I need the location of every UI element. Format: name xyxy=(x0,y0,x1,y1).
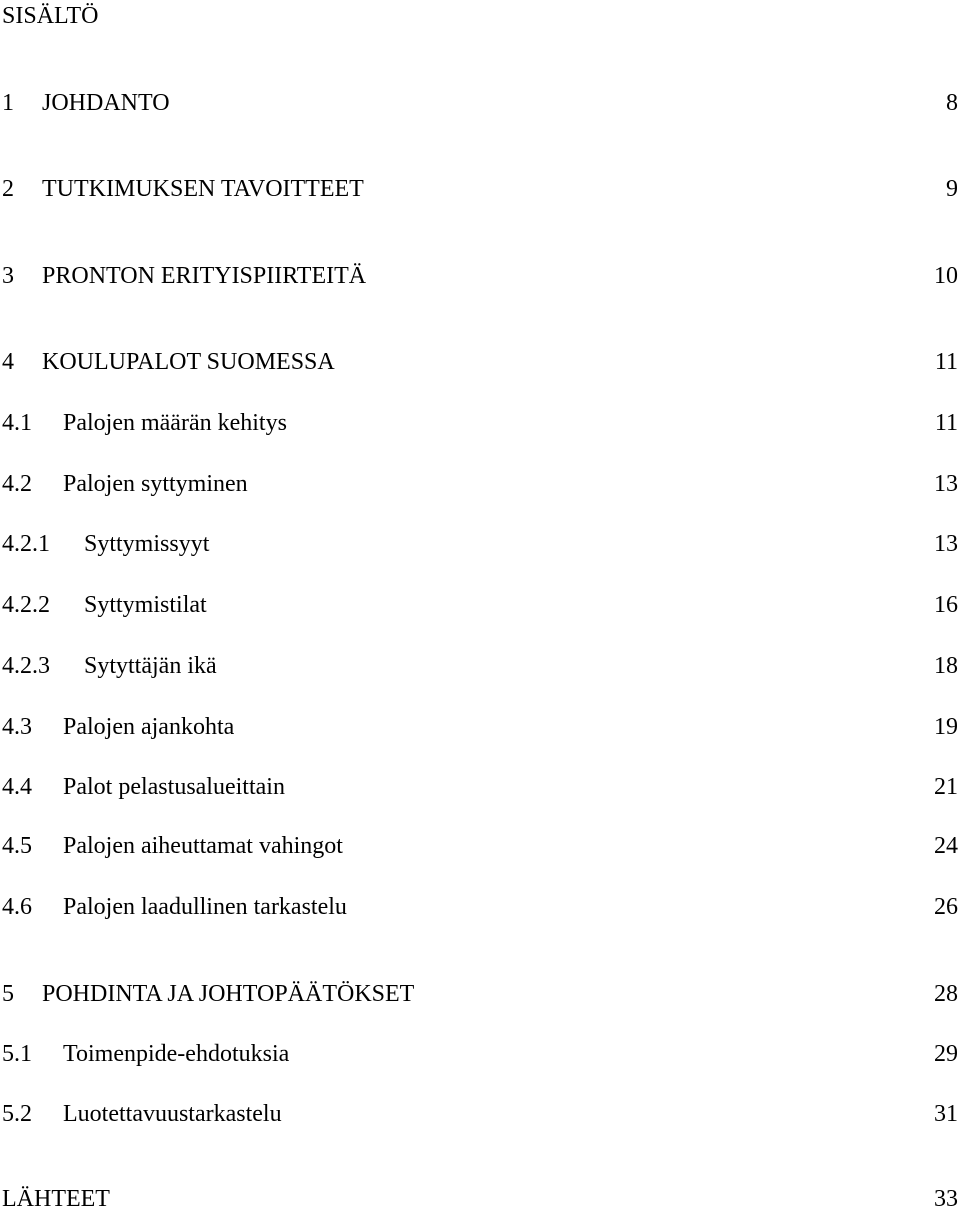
toc-entry-number: 4.3 xyxy=(2,714,32,740)
toc-entry-page: 11 xyxy=(934,410,958,436)
toc-entry-number: 4.1 xyxy=(2,410,32,436)
toc-entry-number: 2 xyxy=(2,176,14,202)
toc-entry-text: Syttymissyyt xyxy=(84,531,210,557)
toc-entry-page: 26 xyxy=(934,894,958,920)
toc-title: SISÄLTÖ xyxy=(2,3,99,29)
toc-entry-text: Palojen laadullinen tarkastelu xyxy=(63,894,347,920)
toc-entry-text: Palojen aiheuttamat vahingot xyxy=(63,833,343,859)
toc-entry-text: Toimenpide-ehdotuksia xyxy=(63,1041,290,1067)
toc-entry-text: Sytyttäjän ikä xyxy=(84,653,217,679)
toc-entry-text: Palojen syttyminen xyxy=(63,471,248,497)
toc-entry-number: 4.4 xyxy=(2,774,32,800)
toc-entry-page: 13 xyxy=(934,531,958,557)
toc-entry-4-2-1[interactable] xyxy=(0,529,960,559)
toc-entry-4-4[interactable] xyxy=(0,772,960,802)
toc-entry-text: Palojen määrän kehitys xyxy=(63,410,287,436)
toc-entry-text: Syttymistilat xyxy=(84,592,207,618)
toc-entry-johdanto[interactable] xyxy=(0,88,960,118)
toc-entry-number: 4.2 xyxy=(2,471,32,497)
toc-entry-number: 4.2.3 xyxy=(2,653,50,679)
toc-entry-page: 10 xyxy=(934,263,958,289)
toc-entry-4-1[interactable] xyxy=(0,408,960,438)
toc-entry-number: 5.1 xyxy=(2,1041,32,1067)
toc-entry-5-2[interactable] xyxy=(0,1099,960,1129)
toc-entry-text: Palojen ajankohta xyxy=(63,714,235,740)
toc-entry-page: 29 xyxy=(934,1041,958,1067)
toc-entry-page: 24 xyxy=(934,833,958,859)
toc-entry-4-2[interactable] xyxy=(0,469,960,499)
toc-entry-page: 8 xyxy=(946,90,958,116)
toc-entry-text: Luotettavuustarkastelu xyxy=(63,1101,282,1127)
toc-entry-page: 9 xyxy=(946,176,958,202)
toc-entry-text: PRONTON ERITYISPIIRTEITÄ xyxy=(42,263,367,289)
toc-entry-number: 4.2.2 xyxy=(2,592,50,618)
toc-entry-page: 13 xyxy=(934,471,958,497)
toc-entry-number: 4.2.1 xyxy=(2,531,50,557)
toc-entry-4-2-2[interactable] xyxy=(0,590,960,620)
toc-entry-4-5[interactable] xyxy=(0,831,960,861)
toc-entry-number: 3 xyxy=(2,263,14,289)
toc-entry-page: 18 xyxy=(934,653,958,679)
toc-entry-text: TUTKIMUKSEN TAVOITTEET xyxy=(42,176,364,202)
toc-entry-tutkimuksen-tavoitteet[interactable] xyxy=(0,174,960,204)
toc-entry-page: 31 xyxy=(934,1101,958,1127)
toc-entry-4-3[interactable] xyxy=(0,712,960,742)
toc-entry-lahteet[interactable] xyxy=(0,1184,960,1214)
toc-entry-pronton-erityispiirteita[interactable] xyxy=(0,261,960,291)
toc-entry-koulupalot-suomessa[interactable] xyxy=(0,347,960,377)
toc-entry-number: 5 xyxy=(2,981,14,1007)
toc-entry-5-1[interactable] xyxy=(0,1039,960,1069)
toc-entry-page: 16 xyxy=(934,592,958,618)
toc-entry-number: 5.2 xyxy=(2,1101,32,1127)
toc-entry-page: 19 xyxy=(934,714,958,740)
toc-entry-text: JOHDANTO xyxy=(42,90,170,116)
toc-entry-page: 28 xyxy=(934,981,958,1007)
toc-entry-page: 33 xyxy=(934,1186,958,1212)
toc-entry-text: KOULUPALOT SUOMESSA xyxy=(42,349,335,375)
toc-entry-number: 4.6 xyxy=(2,894,32,920)
toc-entry-4-2-3[interactable] xyxy=(0,651,960,681)
toc-entry-number: 1 xyxy=(2,90,14,116)
toc-entry-text: Palot pelastusalueittain xyxy=(63,774,285,800)
toc-entry-text: LÄHTEET xyxy=(2,1186,110,1212)
toc-entry-4-6[interactable] xyxy=(0,892,960,922)
toc-entry-page: 11 xyxy=(934,349,958,375)
toc-entry-number: 4 xyxy=(2,349,14,375)
toc-entry-page: 21 xyxy=(934,774,958,800)
toc-entry-number: 4.5 xyxy=(2,833,32,859)
toc-entry-pohdinta-ja-johtopaatokset[interactable] xyxy=(0,979,960,1009)
toc-entry-text: POHDINTA JA JOHTOPÄÄTÖKSET xyxy=(42,981,415,1007)
